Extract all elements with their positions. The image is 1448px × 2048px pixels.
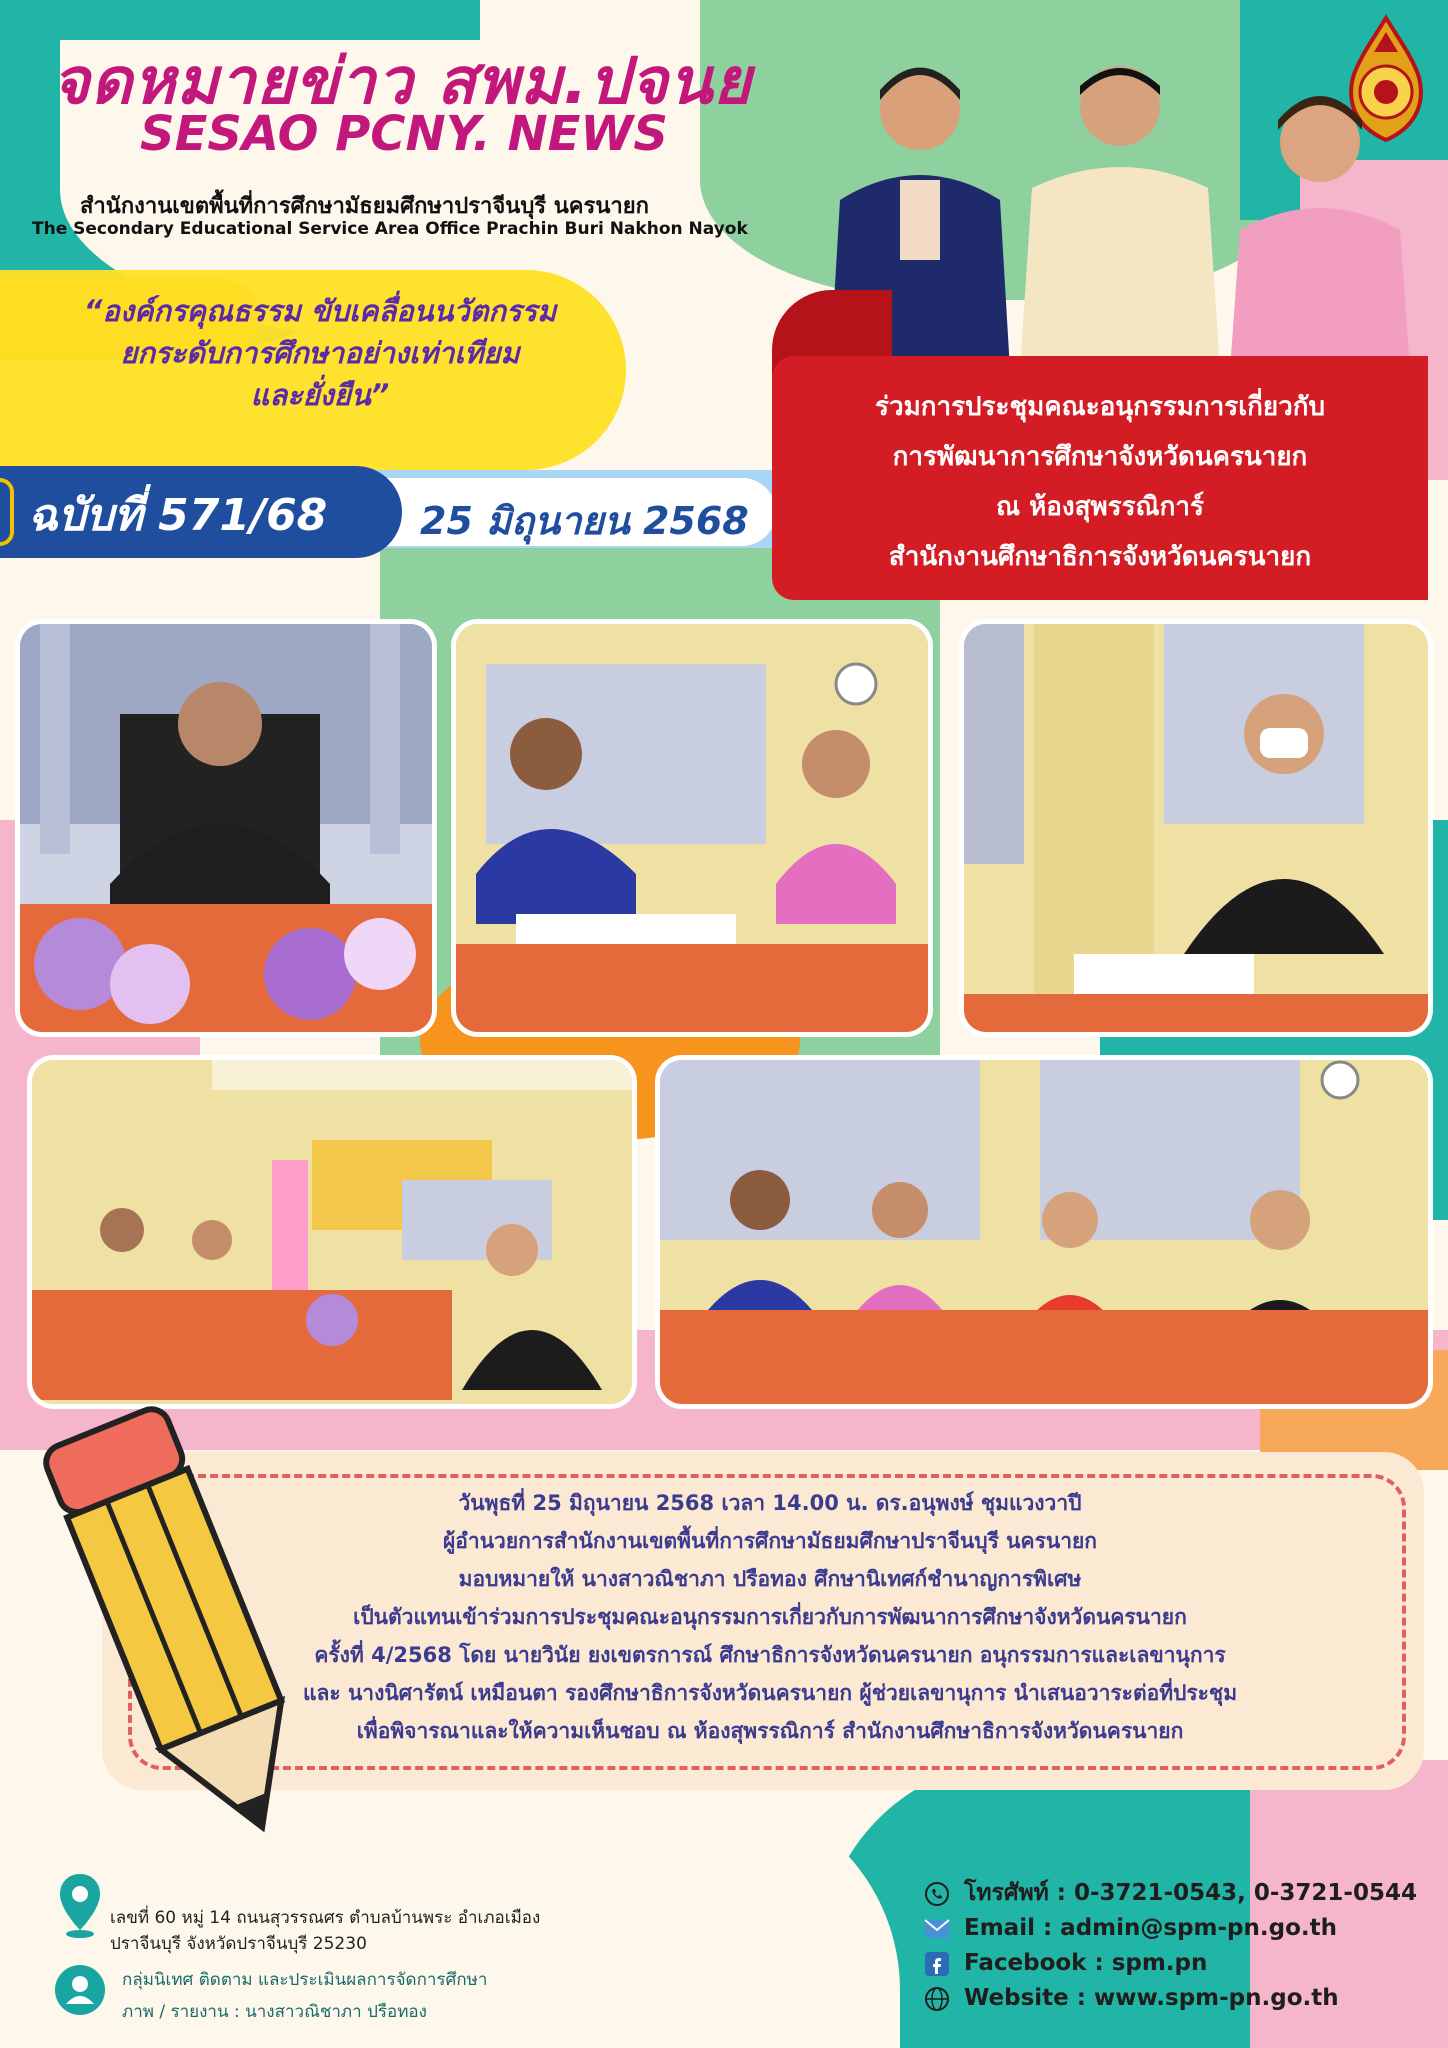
contact-email <box>924 1911 1417 1946</box>
globe-icon <box>924 1986 950 2012</box>
headline <box>790 382 1410 582</box>
issue-band-accent <box>0 478 14 546</box>
email-icon <box>924 1916 950 1942</box>
slogan-line: ยกระดับการศึกษาอย่างเท่าเทียม <box>120 336 520 370</box>
body-line: เป็นตัวแทนเข้าร่วมการประชุมคณะอนุกรรมการเกี่ยวกับการพัฒนาการศึกษาจังหวัดนครนายก <box>353 1605 1187 1629</box>
address <box>110 1905 540 1957</box>
body-line: และ นางนิศารัตน์ เหมือนตา รองศึกษาธิการจังหวัดนครนายก ผู้ช่วยเลขานุการ นำเสนอวาระต่อที่ประชุม <box>302 1681 1238 1705</box>
person-icon <box>54 1964 106 2016</box>
phone-icon <box>924 1881 950 1907</box>
email-text[interactable]: Email : admin@spm-pn.go.th <box>964 1915 1337 1941</box>
pencil-illustration <box>40 1400 340 1870</box>
newsletter-title-thai: จดหมายข่าว สพม.ปจนย <box>52 45 752 119</box>
phone-text[interactable]: โทรศัพท์ : 0-3721-0543, 0-3721-0544 <box>964 1880 1417 1906</box>
meeting-photo-two-attendees <box>456 624 928 1032</box>
facebook-icon <box>924 1951 950 1977</box>
facebook-text[interactable]: Facebook : spm.pn <box>964 1950 1208 1976</box>
team-line: กลุ่มนิเทศ ติดตาม และประเมินผลการจัดการศึกษา <box>122 1970 488 1990</box>
headline-line: ณ ห้องสุพรรณิการ์ <box>996 492 1204 522</box>
executives-photo <box>820 50 1420 370</box>
body-line: ครั้งที่ 4/2568 โดย นายวินัย ยงเขตรการณ์ ศึกษาธิการจังหวัดนครนายก อนุกรรมการและเลขานุการ <box>314 1643 1226 1667</box>
newsletter-title-english: SESAO PCNY. NEWS <box>140 106 668 162</box>
meeting-photo-chairman <box>20 624 432 1032</box>
body-line: ผู้อำนวยการสำนักงานเขตพื้นที่การศึกษามัธยมศึกษาปราจีนบุรี นครนายก <box>442 1529 1098 1553</box>
issue-number: ฉบับที่ 571/68 <box>28 490 328 541</box>
contact-block <box>924 1876 1417 2016</box>
headline-line: สำนักงานศึกษาธิการจังหวัดนครนายก <box>888 542 1312 572</box>
meeting-photo-attendees-row <box>660 1060 1428 1404</box>
body-line: มอบหมายให้ นางสาวณิชาภา ปรือทอง ศึกษานิเทศก์ชำนาญการพิเศษ <box>458 1567 1082 1591</box>
team-credit <box>122 1964 487 2028</box>
headline-line: การพัฒนาการศึกษาจังหวัดนครนายก <box>892 442 1308 472</box>
address-line: ปราจีนบุรี จังหวัดปราจีนบุรี 25230 <box>110 1934 367 1954</box>
issue-date: 25 มิถุนายน 2568 <box>420 499 749 543</box>
headline-line: ร่วมการประชุมคณะอนุกรรมการเกี่ยวกับ <box>875 392 1325 422</box>
slogan-line: “องค์กรคุณธรรม ขับเคลื่อนนวัตกรรม <box>83 294 557 328</box>
contact-facebook <box>924 1946 1417 1981</box>
body-line: เพื่อพิจารณาและให้ความเห็นชอบ ณ ห้องสุพรรณิการ์ สำนักงานศึกษาธิการจังหวัดนครนายก <box>356 1719 1184 1743</box>
office-name-english: The Secondary Educational Service Area Office Prachin Buri Nakhon Nayok <box>32 219 748 239</box>
meeting-photo-room-wide <box>32 1060 632 1404</box>
contact-phone <box>924 1876 1417 1911</box>
address-line: เลขที่ 60 หมู่ 14 ถนนสุวรรณศร ตำบลบ้านพระ อำเภอเมือง <box>110 1908 541 1928</box>
office-name-thai: สำนักงานเขตพื้นที่การศึกษามัธยมศึกษาปราจีนบุรี นครนายก <box>80 194 649 219</box>
location-pin-icon <box>58 1872 102 1940</box>
slogan-line: และยั่งยืน” <box>250 378 390 412</box>
body-line: วันพุธที่ 25 มิถุนายน 2568 เวลา 14.00 น. ดร.อนุพงษ์ ชุมแวงวาปี <box>458 1491 1082 1515</box>
slogan <box>30 290 610 416</box>
contact-website <box>924 1981 1417 2016</box>
team-line: ภาพ / รายงาน : นางสาวณิชาภา ปรือทอง <box>122 2002 427 2022</box>
website-text[interactable]: Website : www.spm-pn.go.th <box>964 1985 1339 2011</box>
meeting-photo-woman-mask <box>964 624 1428 1032</box>
